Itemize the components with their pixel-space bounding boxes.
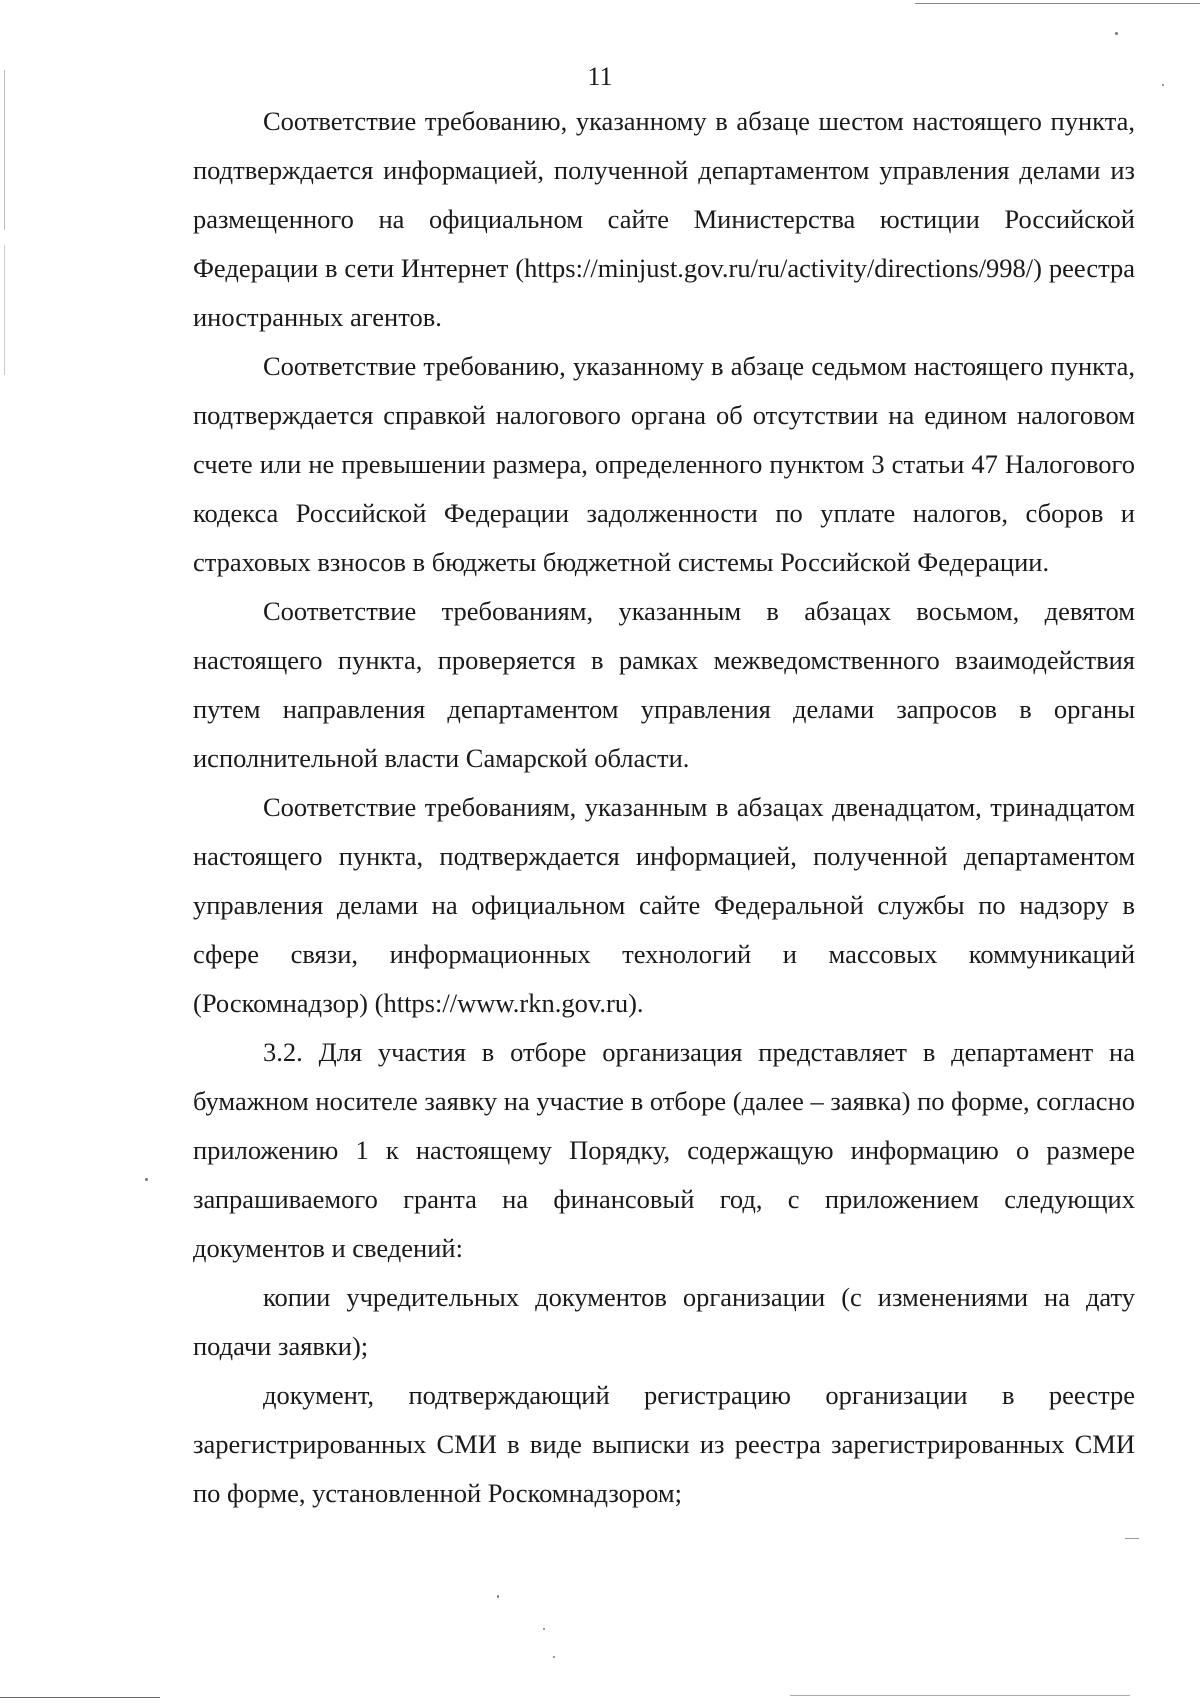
- paragraph: копии учредительных документов организации (с изменениями на дату подачи заявки);: [193, 1282, 1135, 1361]
- scan-speck: [553, 1656, 555, 1658]
- paragraph: 3.2. Для участия в отборе организация представляет в департамент на бумажном носителе заявку на участие в отборе (далее – заявка) по форме, согласно приложению 1 к настоящему Порядку, содержащую информацию о размере запрашиваемого гранта на финансовый год, с приложением следующих документов и сведений:: [193, 1037, 1135, 1263]
- paragraph: документ, подтверждающий регистрацию организации в реестре зарегистрированных СМИ в виде выписки из реестра зарегистрированных СМИ по форме, установленной Роскомнадзором;: [193, 1380, 1135, 1508]
- scan-edge-line-left-lower: [4, 245, 5, 375]
- paragraph: Соответствие требованию, указанному в абзаце шестом настоящего пункта, подтверждается информацией, полученной департаментом управления делами из размещенного на официальном сайте Министерства юстиции Российской Федерации в сети Интернет (https://minjust.gov.ru/ru/activity/directions/998/) реестра иностранных агентов.: [193, 106, 1135, 332]
- scan-speck: [543, 1628, 545, 1630]
- paragraph: Соответствие требованиям, указанным в абзацах двенадцатом, тринадцатом настоящего пункта, подтверждается информацией, полученной департаментом управления делами на официальном сайте Федеральной службы по надзору в сфере связи, информационных технологий и массовых коммуникаций (Роскомнадзор) (https://www.rkn.gov.ru).: [193, 792, 1135, 1018]
- scan-speck: [1115, 32, 1118, 35]
- page-number: 11: [587, 62, 613, 91]
- paragraph: Соответствие требованию, указанному в абзаце седьмом настоящего пункта, подтверждается справкой налогового органа об отсутствии на едином налоговом счете или не превышении размера, определенного пунктом 3 статьи 47 Налогового кодекса Российской Федерации задолженности по уплате налогов, сборов и страховых взносов в бюджеты бюджетной системы Российской Федерации.: [193, 351, 1135, 577]
- scan-edge-line-bottom: [0, 1697, 160, 1698]
- scan-edge-line-bottom-right: [790, 1695, 1130, 1696]
- scan-speck: [145, 1178, 148, 1181]
- scan-speck: [497, 1595, 499, 1598]
- document-body: [193, 97, 1135, 1518]
- scan-edge-line-top: [915, 3, 1200, 4]
- scan-edge-line-left: [4, 70, 5, 230]
- paragraph: Соответствие требованиям, указанным в абзацах восьмом, девятом настоящего пункта, проверяется в рамках межведомственного взаимодействия путем направления департаментом управления делами запросов в органы исполнительной власти Самарской области.: [193, 596, 1135, 773]
- scan-mark: [1125, 1538, 1139, 1539]
